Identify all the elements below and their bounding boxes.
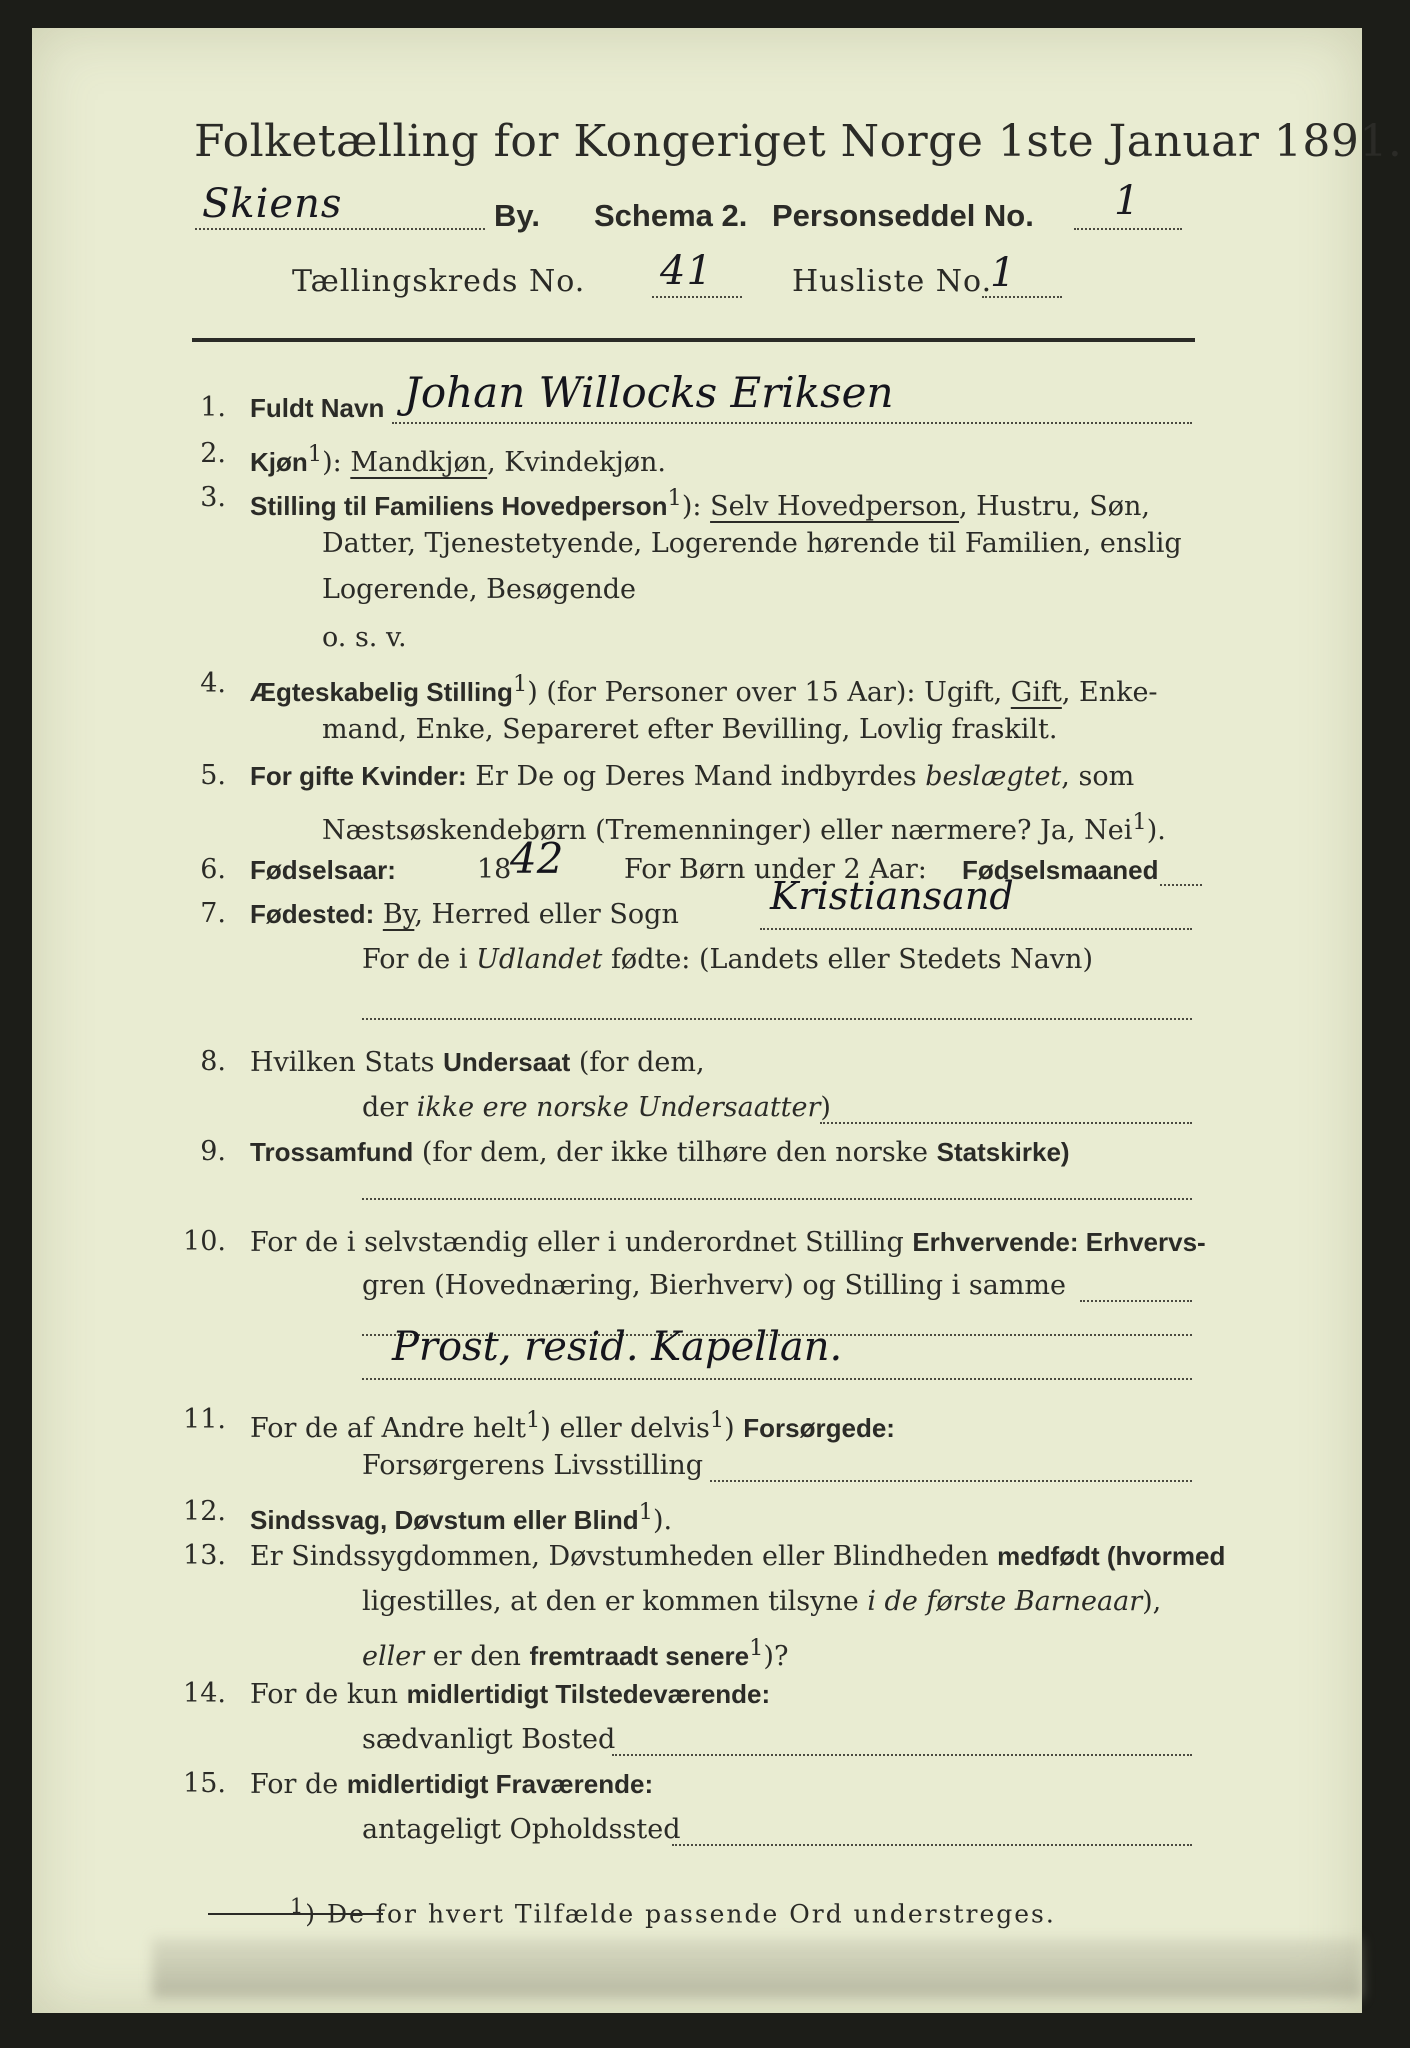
field-4-text2: , Enke- xyxy=(1061,677,1158,708)
field-6-label: Fødselsaar: xyxy=(250,855,396,885)
field-3-sup: 1 xyxy=(667,485,682,511)
field-6-dotted-line xyxy=(1160,884,1202,886)
field-13-label2: (hvormed xyxy=(1099,1541,1226,1571)
field-12-label: Sindssvag, Døvstum eller Blind xyxy=(250,1505,639,1535)
field-9-blank-line xyxy=(362,1198,1192,1200)
field-15-line1 xyxy=(250,1764,653,1805)
field-7-option-selected: By xyxy=(382,899,415,930)
census-form-page xyxy=(32,28,1403,2013)
city-suffix: By. xyxy=(494,198,540,233)
field-7-dotted-line xyxy=(760,928,1192,930)
field-2-sup: 1 xyxy=(307,441,323,467)
city-dotted-line xyxy=(195,228,485,230)
field-10-label2: Erhvervs- xyxy=(1078,1227,1206,1257)
field-6-year: 42 xyxy=(510,834,564,883)
field-15-number: 15. xyxy=(183,1768,226,1799)
field-13-line1 xyxy=(250,1536,1225,1577)
field-8-line2-post: ) xyxy=(820,1092,831,1123)
field-11-sup2: 1 xyxy=(709,1407,725,1433)
field-7-line2-post: fødte: (Landets eller Stedets Navn) xyxy=(602,944,1093,975)
city-handwritten: Skiens xyxy=(202,181,343,227)
field-5-line1 xyxy=(250,756,1134,797)
field-14-label: midlertidigt Tilstedeværende: xyxy=(406,1679,771,1709)
field-14-line1 xyxy=(250,1674,770,1715)
footnote xyxy=(290,1894,1056,1928)
field-13-label: medfødt xyxy=(997,1541,1100,1571)
field-14-number: 14. xyxy=(183,1678,226,1709)
field-2-line xyxy=(250,434,666,483)
field-10-value-line xyxy=(362,1378,1192,1380)
field-8-line2 xyxy=(362,1088,831,1128)
field-8-line2-pre: der xyxy=(362,1092,417,1123)
field-11-text2: ) eller delvis xyxy=(540,1413,710,1444)
field-7-label: Fødested: xyxy=(250,899,375,929)
field-6-prefix: 18 xyxy=(477,854,512,885)
field-11-number: 11. xyxy=(183,1404,226,1435)
field-6-number: 6. xyxy=(200,854,226,885)
field-13-line3-end: )? xyxy=(763,1641,789,1672)
field-9-line1 xyxy=(250,1132,1070,1173)
field-10-text1: For de i selvstændig eller i underordnet Stilling xyxy=(250,1227,913,1258)
field-5-end: ). xyxy=(1146,815,1166,846)
form-title: Folketælling for Kongeriget Norge 1ste Januar 1891. xyxy=(194,116,1403,167)
field-15-label: midlertidigt Fraværende: xyxy=(346,1769,654,1799)
header-rule xyxy=(192,338,1195,342)
field-4-sup: 1 xyxy=(512,671,528,697)
field-13-line2 xyxy=(362,1582,1161,1622)
field-5-text2: , som xyxy=(1061,761,1135,792)
field-13-text1: Er Sindssygdommen, Døvstumheden eller Blindheden xyxy=(250,1541,998,1572)
field-7-number: 7. xyxy=(200,898,226,929)
field-10-line2: gren (Hovednæring, Bierhverv) og Stilling i samme xyxy=(362,1270,1067,1301)
field-3-line3: Logerende, Besøgende xyxy=(322,574,636,605)
field-8-line1 xyxy=(250,1042,705,1083)
field-8-text1: Hvilken Stats xyxy=(250,1047,444,1078)
field-15-line2: antageligt Opholdssted xyxy=(362,1814,681,1845)
scan-shadow-band xyxy=(152,1938,1362,1998)
field-13-line2-pre: ligestilles, at den er kommen tilsyne xyxy=(362,1586,868,1617)
field-7-text: , Herred eller Sogn xyxy=(414,899,679,930)
field-1-dotted-line xyxy=(392,422,1192,424)
field-11-dotted-line xyxy=(710,1480,1192,1482)
field-2-number: 2. xyxy=(200,438,226,469)
field-8-line2-italic: ikke ere norske Undersaatter xyxy=(416,1092,821,1123)
husliste-label: Husliste No. xyxy=(792,264,993,299)
field-11-line2: Forsørgerens Livsstilling xyxy=(362,1450,704,1481)
field-13-line3-italic: eller xyxy=(362,1641,425,1672)
field-9-label: Trossamfund xyxy=(250,1137,414,1167)
footnote-sup: 1 xyxy=(290,1894,306,1918)
kreds-label: Tællingskreds No. xyxy=(292,264,586,299)
field-12-line1 xyxy=(250,1492,672,1541)
field-13-line3-mid: er den xyxy=(424,1641,530,1672)
field-3-option-selected: Selv Hovedperson xyxy=(710,491,960,522)
field-8-label: Undersaat xyxy=(443,1047,571,1077)
field-13-line3 xyxy=(362,1628,788,1677)
field-10-line1 xyxy=(250,1222,1206,1263)
field-4-text1: ) (for Personer over 15 Aar): Ugift, xyxy=(527,677,1011,708)
field-13-line2-post: ), xyxy=(1142,1586,1162,1617)
field-7-value: Kristiansand xyxy=(770,874,1014,918)
field-11-text1: For de af Andre helt xyxy=(250,1413,527,1444)
field-4-line2: mand, Enke, Separeret efter Bevilling, Lovlig fraskilt. xyxy=(322,714,1058,745)
field-14-line2: sædvanligt Bosted xyxy=(362,1724,616,1755)
kreds-dotted-line xyxy=(652,296,742,298)
field-5-label: For gifte Kvinder: xyxy=(250,761,467,791)
field-5-line2 xyxy=(322,802,1166,851)
field-9-text: (for dem, der ikke tilhøre den norske xyxy=(413,1137,937,1168)
field-13-sup: 1 xyxy=(749,1635,764,1661)
field-3-line1 xyxy=(250,478,1150,527)
field-4-number: 4. xyxy=(200,668,226,699)
field-9-end: Statskirke) xyxy=(936,1137,1070,1167)
field-11-sup1: 1 xyxy=(526,1407,541,1433)
field-12-number: 12. xyxy=(183,1496,226,1527)
field-2-label: Kjøn xyxy=(250,447,308,477)
field-8-number: 8. xyxy=(200,1046,226,1077)
field-2-colon: ): xyxy=(322,447,342,478)
field-3-colon: ): xyxy=(681,491,702,522)
field-6-text: For Børn under 2 Aar: xyxy=(624,854,927,885)
personseddel-dotted-line xyxy=(1074,228,1182,230)
field-2-option-selected: Mandkjøn xyxy=(350,447,488,478)
schema-label: Schema 2. xyxy=(594,198,748,233)
field-2-rest: , Kvindekjøn. xyxy=(487,447,666,478)
field-11-line1 xyxy=(250,1400,895,1449)
field-14-dotted-line xyxy=(612,1754,1192,1756)
field-5-sup: 1 xyxy=(1132,809,1147,835)
field-13-line3-bold: fremtraadt senere xyxy=(529,1641,750,1671)
field-3-line2: Datter, Tjenestetyende, Logerende hørende til Familien, enslig xyxy=(322,528,1182,559)
field-1-value: Johan Willocks Eriksen xyxy=(404,368,894,417)
field-3-label: Stilling til Familiens Hovedperson xyxy=(250,491,668,521)
field-4-line1 xyxy=(250,664,1158,713)
field-9-number: 9. xyxy=(200,1136,226,1167)
husliste-number: 1 xyxy=(990,250,1017,296)
field-12-end: ). xyxy=(652,1505,673,1536)
field-5-italic: beslægtet xyxy=(925,761,1062,792)
field-6-label2: Fødselsmaaned xyxy=(962,855,1159,885)
field-1-number: 1. xyxy=(200,392,226,423)
field-8-dotted-line xyxy=(820,1122,1192,1124)
field-13-number: 13. xyxy=(183,1540,226,1571)
personseddel-label: Personseddel No. xyxy=(772,198,1034,233)
field-7-line2 xyxy=(362,940,1093,980)
field-10-label: Erhvervende: xyxy=(912,1227,1079,1257)
field-14-text1: For de kun xyxy=(250,1679,407,1710)
field-4-label: Ægteskabelig Stilling xyxy=(250,677,513,707)
field-10-dotted-line xyxy=(1080,1300,1192,1302)
field-3-line1-rest: , Hustru, Søn, xyxy=(959,491,1151,522)
field-7-blank-line xyxy=(362,1018,1192,1020)
kreds-number: 41 xyxy=(660,248,713,294)
field-15-text1: For de xyxy=(250,1769,347,1800)
field-5-number: 5. xyxy=(200,760,226,791)
field-7-line2-italic: Udlandet xyxy=(476,944,603,975)
field-13-line2-italic: i de første Barneaar xyxy=(867,1586,1143,1617)
field-10-value: Prost, resid. Kapellan. xyxy=(392,1324,843,1370)
footnote-text: ) De for hvert Tilfælde passende Ord understreges. xyxy=(305,1899,1056,1929)
field-12-sup: 1 xyxy=(638,1499,653,1525)
field-11-text3: ) xyxy=(724,1413,744,1444)
field-5-line2-text: Næstsøskendebørn (Tremenninger) eller nærmere? Ja, Nei xyxy=(322,815,1133,846)
field-3-line4: o. s. v. xyxy=(322,622,407,653)
field-7-line1 xyxy=(250,894,679,935)
personseddel-number: 1 xyxy=(1114,178,1141,224)
field-5-text1: Er De og Deres Mand indbyrdes xyxy=(466,761,926,792)
field-4-option-selected: Gift xyxy=(1010,677,1062,708)
field-1-label: Fuldt Navn xyxy=(250,393,385,423)
husliste-dotted-line xyxy=(982,296,1062,298)
field-10-number: 10. xyxy=(183,1226,226,1257)
field-8-text2: (for dem, xyxy=(570,1047,705,1078)
field-7-line2-pre: For de i xyxy=(362,944,477,975)
field-3-number: 3. xyxy=(200,482,226,513)
field-15-dotted-line xyxy=(672,1844,1192,1846)
field-11-label: Forsørgede: xyxy=(743,1413,895,1443)
